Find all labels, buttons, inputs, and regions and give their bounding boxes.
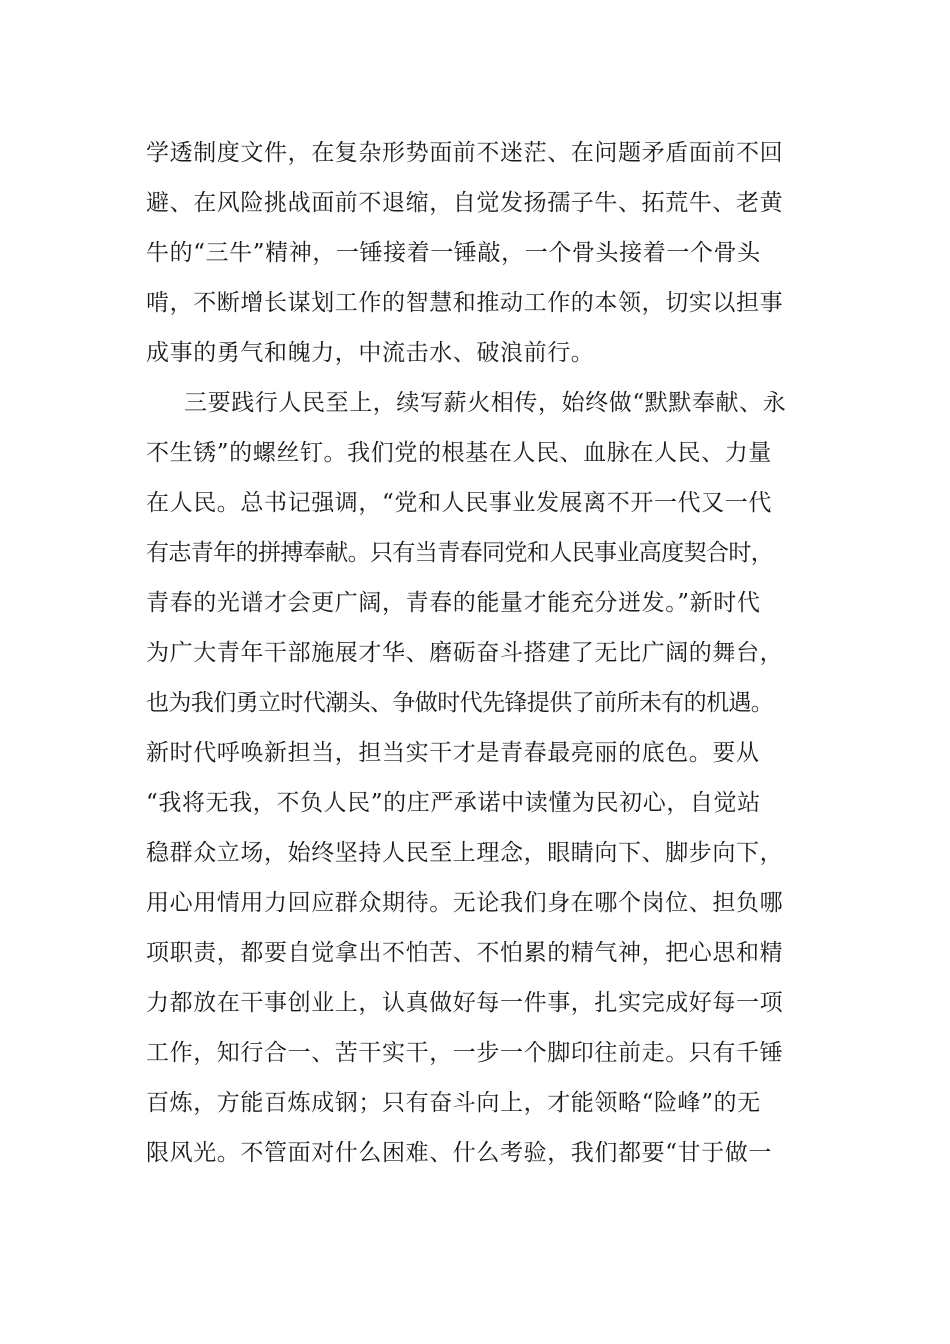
text-line: 也为我们勇立时代潮头、争做时代先锋提供了前所未有的机遇。	[146, 690, 774, 716]
text-line: “我将无我，不负人民”的庄严承诺中读懂为民初心，自觉站	[146, 790, 761, 816]
text-line: 啃，不断增长谋划工作的智慧和推动工作的本领，切实以担事	[146, 290, 784, 316]
text-line: 力都放在干事创业上，认真做好每一件事，扎实完成好每一项	[146, 990, 784, 1016]
text-line: 工作，知行合一、苦干实干，一步一个脚印往前走。只有千锤	[146, 1040, 784, 1066]
text-line: 学透制度文件，在复杂形势面前不迷茫、在问题矛盾面前不回	[146, 140, 784, 166]
text-line: 在人民。总书记强调，“党和人民事业发展离不开一代又一代	[146, 490, 772, 516]
text-line: 有志青年的拼搏奉献。只有当青春同党和人民事业高度契合时，	[146, 540, 774, 566]
text-line: 成事的勇气和魄力，中流击水、破浪前行。	[146, 340, 595, 366]
text-line: 新时代呼唤新担当，担当实干才是青春最亮丽的底色。要从	[146, 740, 760, 766]
text-line: 用心用情用力回应群众期待。无论我们身在哪个岗位、担负哪	[146, 890, 784, 916]
text-line: 为广大青年干部施展才华、磨砺奋斗搭建了无比广阔的舞台，	[146, 640, 784, 666]
text-line: 稳群众立场，始终坚持人民至上理念，眼睛向下、脚步向下，	[146, 840, 784, 866]
text-line: 不生锈”的螺丝钉。我们党的根基在人民、血脉在人民、力量	[146, 440, 772, 466]
text-line: 限风光。不管面对什么困难、什么考验，我们都要“甘于做一	[146, 1140, 772, 1166]
text-line: 牛的“三牛”精神，一锤接着一锤敲，一个骨头接着一个骨头	[146, 240, 761, 266]
text-line: 青春的光谱才会更广阔，青春的能量才能充分迸发。”新时代	[146, 590, 761, 616]
text-line: 避、在风险挑战面前不退缩，自觉发扬孺子牛、拓荒牛、老黄	[146, 190, 784, 216]
paragraph-start-line: 三要践行人民至上，续写薪火相传，始终做“默默奉献、永	[184, 390, 787, 416]
text-line: 百炼，方能百炼成钢；只有奋斗向上，才能领略“险峰”的无	[146, 1090, 761, 1116]
text-line: 项职责，都要自觉拿出不怕苦、不怕累的精气神，把心思和精	[146, 940, 784, 966]
body-text	[146, 128, 826, 1178]
